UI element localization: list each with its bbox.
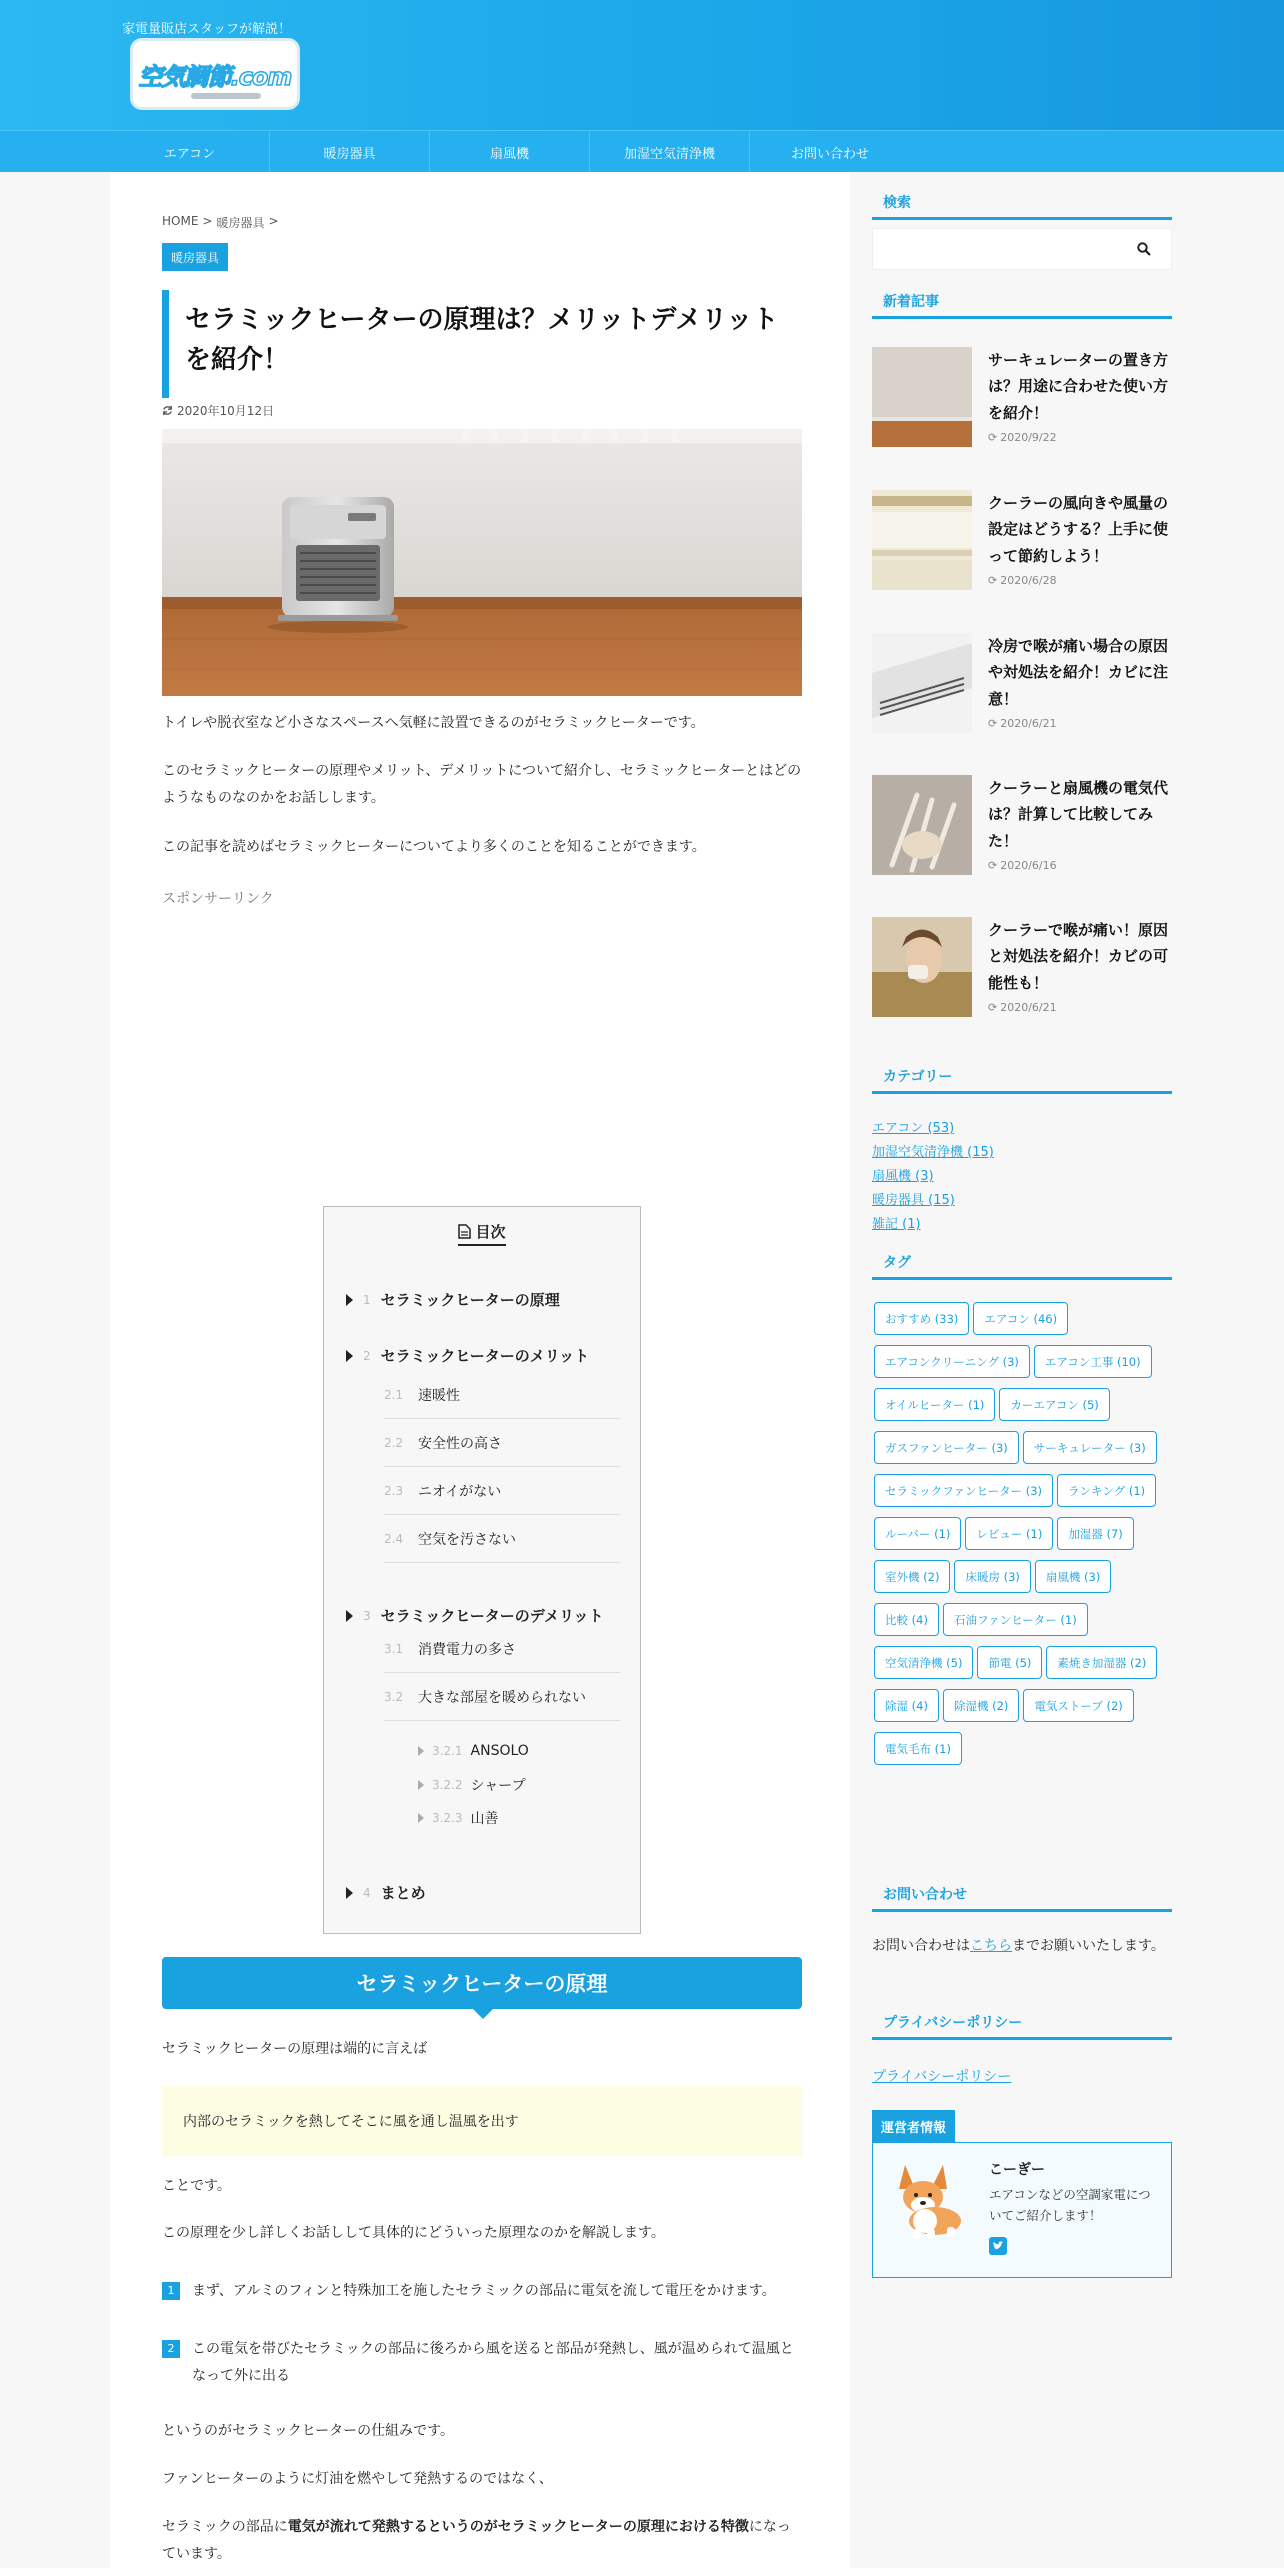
toc-number: 3.1 [384,1641,404,1656]
main-content [110,172,850,2568]
refresh-icon: ⟳ [988,859,998,872]
toc-number: 3.2 [384,1689,404,1704]
widget-title-tag: タグ [872,1252,1172,1280]
refresh-icon: ⟳ [988,574,998,587]
ordered-list-item [162,2278,802,2305]
recent-post-title: サーキュレーターの置き方は？用途に合わせた使い方を紹介！ [988,351,1169,422]
caret-right-icon [346,1887,353,1899]
recent-post-item[interactable] [872,775,1172,875]
tag-link[interactable]: おすすめ (33) [874,1302,969,1335]
global-nav [0,130,1284,172]
recent-post-date [988,431,1057,444]
toc-label: シャープ [470,1778,526,1794]
toc-number: 2.3 [384,1483,404,1498]
hero-image [162,429,802,696]
toc-item[interactable] [346,1289,560,1310]
caret-right-icon [346,1350,353,1362]
refresh-icon: ⟳ [988,1001,998,1014]
recent-post-title: クーラーの風向きや風量の設定はどうする？上手に使って節約しよう！ [988,494,1169,565]
category-list [872,1117,994,1237]
tag-link[interactable]: オイルヒーター (1) [874,1388,995,1421]
toc-subitem[interactable] [384,1625,620,1673]
recent-post-title: クーラーで喉が痛い！原因と対処法を紹介！カビの可能性も！ [988,921,1169,992]
recent-post-date-text: 2020/6/28 [1000,574,1057,587]
tag-link[interactable]: レビュー (1) [965,1517,1053,1550]
tag-link[interactable]: 石油ファンヒーター (1) [943,1603,1088,1636]
recent-post-item[interactable] [872,347,1172,447]
category-link[interactable]: 加湿空気清浄機 (15) [872,1145,994,1161]
widget-title-category: カテゴリー [872,1066,1172,1094]
tag-link[interactable]: 除湿 (4) [874,1689,939,1722]
toc-label: ANSOLO [470,1743,529,1759]
body-paragraph: というのがセラミックヒーターの仕組みです。 [162,2423,455,2439]
toc-number: 3.2.1 [432,1744,463,1758]
toc-subitem[interactable] [384,1673,620,1721]
toc-label: 山善 [470,1811,499,1827]
toc-label: セラミックヒーターの原理 [380,1291,560,1309]
text-span: になっています。 [162,2519,791,2562]
category-link[interactable]: 扇風機 (3) [872,1169,934,1185]
heading-pointer [473,2009,493,2019]
intro-paragraph: トイレや脱衣室など小さなスペースへ気軽に設置できるのがセラミックヒーターです。 [162,715,705,731]
tag-link[interactable]: 室外機 (2) [874,1560,950,1593]
recent-post-date [988,859,1057,872]
breadcrumb-separator: > [268,214,279,228]
document-icon [458,1224,471,1239]
body-paragraph: ことです。 [162,2178,231,2194]
tag-link[interactable]: エアコン工事 (10) [1034,1345,1152,1378]
widget-title-privacy: プライバシーポリシー [872,2012,1172,2040]
site-tagline: 家電量販店スタッフが解説！ [122,22,292,37]
toc-label: 空気を汚さない [418,1531,516,1548]
toc-number: 3 [363,1608,371,1623]
nav-item-fan[interactable]: 扇風機 [430,131,590,173]
tag-link[interactable]: ガスファンヒーター (3) [874,1431,1019,1464]
category-link[interactable]: 雑記 (1) [872,1217,921,1233]
tag-link[interactable]: エアコンクリーニング (3) [874,1345,1030,1378]
caret-right-icon [418,1813,424,1823]
recent-post-thumbnail [872,347,972,447]
post-date-text: 2020年10月12日 [177,404,275,418]
owner-profile-card [872,2142,1172,2278]
recent-post-date-text: 2020/6/21 [1000,717,1057,730]
breadcrumb-home[interactable]: HOME [162,214,199,228]
text-span: お問い合わせは [872,1938,970,1954]
toc-label: セラミックヒーターのデメリット [380,1607,604,1625]
toc-title-text: 目次 [475,1223,506,1241]
recent-post-title: クーラーと扇風機の電気代は？計算して比較してみた！ [988,779,1169,850]
toc-subsubitem[interactable] [418,1775,526,1795]
search-input[interactable] [873,229,1113,269]
recent-post-date [988,1001,1057,1014]
corgi-avatar [885,2155,971,2241]
toc-number: 4 [363,1885,371,1900]
owner-description: エアコンなどの空調家電についてご紹介します！ [989,2187,1151,2223]
tag-link[interactable]: 素焼き加湿器 (2) [1046,1646,1157,1679]
table-of-contents [323,1206,641,1934]
toc-number: 2 [363,1348,371,1363]
site-header [0,0,1284,130]
toc-subitem[interactable] [384,1419,620,1467]
search-icon[interactable] [1137,242,1151,256]
category-link[interactable]: 暖房器具 (15) [872,1193,955,1209]
list-number: 2 [162,2340,180,2358]
intro-paragraph: この記事を読めばセラミックヒーターについてより多くのことを知ることができます。 [162,839,706,855]
logo-decoration [191,93,261,99]
recent-post-thumbnail [872,490,972,590]
toc-label: 速暖性 [418,1387,460,1404]
toc-label: まとめ [380,1884,426,1902]
nav-item-aircon[interactable]: エアコン [110,131,270,173]
caret-right-icon [346,1610,353,1622]
nav-item-heater[interactable]: 暖房器具 [270,131,430,173]
toc-label: セラミックヒーターのメリット [380,1347,590,1365]
recent-post-thumbnail [872,633,972,733]
nav-item-contact[interactable]: お問い合わせ [790,146,869,162]
post-title: セラミックヒーターの原理は？メリットデメリットを紹介！ [162,290,802,398]
owner-name: こーぎー [989,2162,1045,2178]
toc-number: 2.1 [384,1387,404,1402]
toc-item[interactable] [346,1345,589,1366]
ordered-list-item [162,2336,802,2389]
toc-label: 安全性の高さ [418,1435,502,1452]
toc-subitem[interactable] [384,1371,620,1419]
list-text: まず、アルミのフィンと特殊加工を施したセラミックの部品に電気を流して電圧をかけます。 [192,2283,776,2299]
nav-item-humidifier[interactable]: 加湿空気清浄機 [590,131,750,173]
recent-post-item[interactable] [872,633,1172,733]
tag-link[interactable]: 加湿器 (7) [1057,1517,1133,1550]
toc-number: 3.2.2 [432,1778,463,1792]
tag-link[interactable]: 扇風機 (3) [1035,1560,1111,1593]
body-paragraph: ファンヒーターのように灯油を燃やして発熱するのではなく、 [162,2471,553,2487]
recent-post-thumbnail [872,775,972,875]
breadcrumb-category[interactable]: 暖房器具 [216,216,265,230]
tag-link[interactable]: 除湿機 (2) [943,1689,1019,1722]
breadcrumb-separator: > [202,214,213,228]
body-paragraph: この原理を少し詳しくお話しして具体的にどういった原理なのかを解説します。 [162,2225,665,2241]
refresh-icon [162,405,173,416]
breadcrumb [162,214,279,231]
refresh-icon: ⟳ [988,717,998,730]
tag-link[interactable]: 空気清浄機 (5) [874,1646,973,1679]
toc-subsubitem[interactable] [418,1743,529,1759]
search-box [872,228,1172,270]
toc-label: ニオイがない [418,1483,502,1500]
logo-text: 空気調節.com [138,62,292,91]
tag-link[interactable]: カーエアコン (5) [999,1388,1109,1421]
contact-text [872,1934,1172,1960]
tag-link[interactable]: 床暖房 (3) [954,1560,1030,1593]
tag-link[interactable]: エアコン (46) [973,1302,1068,1335]
toc-subsubitem[interactable] [418,1808,499,1828]
toc-item[interactable] [346,1882,426,1903]
list-number: 1 [162,2282,180,2300]
caret-right-icon [418,1780,424,1790]
text-span: までお願いいたします。 [1012,1938,1165,1954]
site-logo[interactable] [130,38,300,110]
category-label[interactable]: 暖房器具 [162,243,228,271]
text-span: セラミックの部品に [162,2519,288,2535]
recent-post-date [988,717,1057,730]
widget-title-search: 検索 [872,192,1172,220]
post-date [162,402,274,419]
toc-title [324,1221,640,1246]
tag-link[interactable]: ルーバー (1) [874,1517,961,1550]
toc-label: 大きな部屋を暖められない [418,1689,586,1706]
toc-number: 2.2 [384,1435,404,1450]
contact-link[interactable]: こちら [970,1938,1012,1954]
section-heading: セラミックヒーターの原理 [162,1957,802,2009]
recent-post-thumbnail [872,917,972,1017]
recent-post-date-text: 2020/9/22 [1000,431,1057,444]
tag-link[interactable]: セラミックファンヒーター (3) [874,1474,1053,1507]
toc-number: 1 [363,1292,371,1307]
tag-link[interactable]: サーキュレーター (3) [1023,1431,1157,1464]
privacy-policy-link[interactable]: プライバシーポリシー [872,2069,1012,2085]
category-link[interactable]: エアコン (53) [872,1121,955,1136]
recent-post-date-text: 2020/6/16 [1000,859,1057,872]
toc-label: 消費電力の多さ [418,1641,516,1658]
tag-link[interactable]: 電気毛布 (1) [874,1732,962,1765]
recent-post-item[interactable] [872,917,1172,1017]
caret-right-icon [418,1746,424,1756]
twitter-icon[interactable] [989,2237,1007,2255]
highlight-box: 内部のセラミックを熱してそこに風を通し温風を出す [162,2086,802,2156]
refresh-icon: ⟳ [988,431,998,444]
tag-link[interactable]: 電気ストーブ (2) [1023,1689,1133,1722]
tag-cloud [874,1302,1174,1765]
body-paragraph: セラミックヒーターの原理は端的に言えば [162,2041,428,2057]
tag-link[interactable]: 節電 (5) [977,1646,1042,1679]
recent-post-item[interactable] [872,490,1172,590]
sponsored-link-label: スポンサーリンク [162,891,274,907]
intro-paragraph: このセラミックヒーターの原理やメリット、デメリットについて紹介し、セラミックヒーターとはどのようなものなのかをお話しします。 [162,763,802,806]
recent-post-date [988,574,1057,587]
recent-post-date-text: 2020/6/21 [1000,1001,1057,1014]
tag-link[interactable]: ランキング (1) [1057,1474,1156,1507]
widget-title-contact: お問い合わせ [872,1884,1172,1912]
recent-post-title: 冷房で喉が痛い場合の原因や対処法を紹介！カビに注意！ [988,637,1169,708]
bold-text: 電気が流れて発熱するというのがセラミックヒーターの原理における特徴 [287,2519,749,2535]
owner-info-label: 運営者情報 [872,2110,955,2142]
tag-link[interactable]: 比較 (4) [874,1603,939,1636]
toc-subitem[interactable] [384,1467,620,1515]
toc-number: 2.4 [384,1531,404,1546]
toc-item[interactable] [346,1605,604,1626]
toc-number: 3.2.3 [432,1811,463,1825]
toc-subitem[interactable] [384,1515,620,1563]
list-text: この電気を帯びたセラミックの部品に後ろから風を送ると部品が発熱し、風が温められて温風となって外に出る [192,2341,794,2384]
body-paragraph [162,2514,802,2567]
widget-title-recent: 新着記事 [872,291,1172,319]
caret-right-icon [346,1294,353,1306]
